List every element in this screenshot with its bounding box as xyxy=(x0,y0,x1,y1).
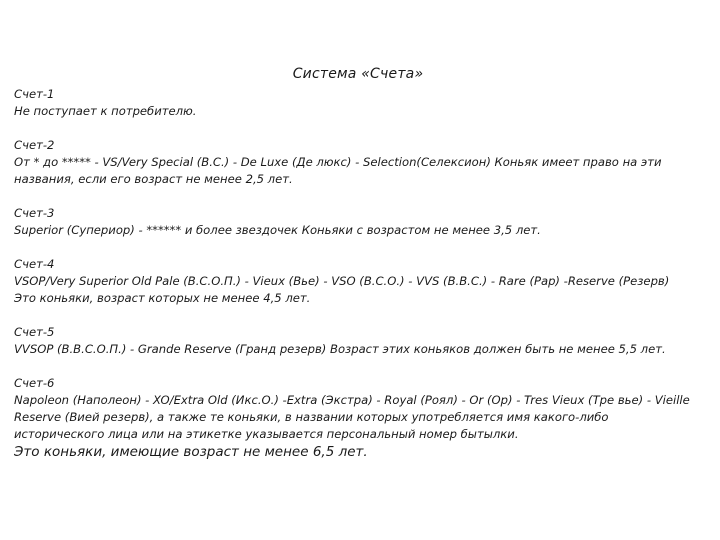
section-content: Не поступает к потребителю. xyxy=(14,104,197,118)
section-content: Superior (Супериор) - ****** и более звездочек Коньяки с возрастом не менее 3,5 лет. xyxy=(14,223,541,237)
section-heading: Счет-2 xyxy=(14,138,55,152)
section-schet-6 xyxy=(14,375,694,443)
section-schet-2 xyxy=(14,137,694,188)
section-heading: Счет-3 xyxy=(14,206,55,220)
section-heading: Счет-6 xyxy=(14,376,55,390)
document-body xyxy=(14,86,694,461)
section-schet-5 xyxy=(14,324,694,358)
section-heading: Счет-4 xyxy=(14,257,55,271)
section-content: Napoleon (Наполеон) - XO/Extra Old (Икс.О.) -Extra (Экстра) - Royal (Роял) - Or (Ор) - Tres Vieux (Тре вье) - Vieille Reserve (Вией резерв), а также те коньяки, в названии которых употребляется имя какого-либо исторического лица или на этикетке указывается персональный номер бытылки. xyxy=(14,393,690,441)
section-content: От * до ***** - VS/Very Special (В.С.) - De Luxe (Де люкс) - Selection(Селексион) Коньяк имеет право на эти названия, если его возраст не менее 2,5 лет. xyxy=(14,155,662,186)
closing-statement: Это коньяки, имеющие возраст не менее 6,5 лет. xyxy=(14,444,368,460)
page-title-text: Система «Счета» xyxy=(292,66,424,82)
section-schet-3 xyxy=(14,205,694,239)
section-content: VSOP/Very Superior Old Pale (В.С.О.П.) - Vieux (Вье) - VSO (В.С.О.) - VVS (В.В.С.) - Rare (Рар) -Reserve (Резерв) Это коньяки, возраст которых не менее 4,5 лет. xyxy=(14,274,670,305)
page-title xyxy=(0,66,720,82)
section-schet-4 xyxy=(14,256,694,307)
section-content: VVSOP (В.В.С.О.П.) - Grande Reserve (Гранд резерв) Возраст этих коньяков должен быть не менее 5,5 лет. xyxy=(14,342,666,356)
section-heading: Счет-1 xyxy=(14,87,55,101)
section-schet-1 xyxy=(14,86,694,120)
section-heading: Счет-5 xyxy=(14,325,55,339)
